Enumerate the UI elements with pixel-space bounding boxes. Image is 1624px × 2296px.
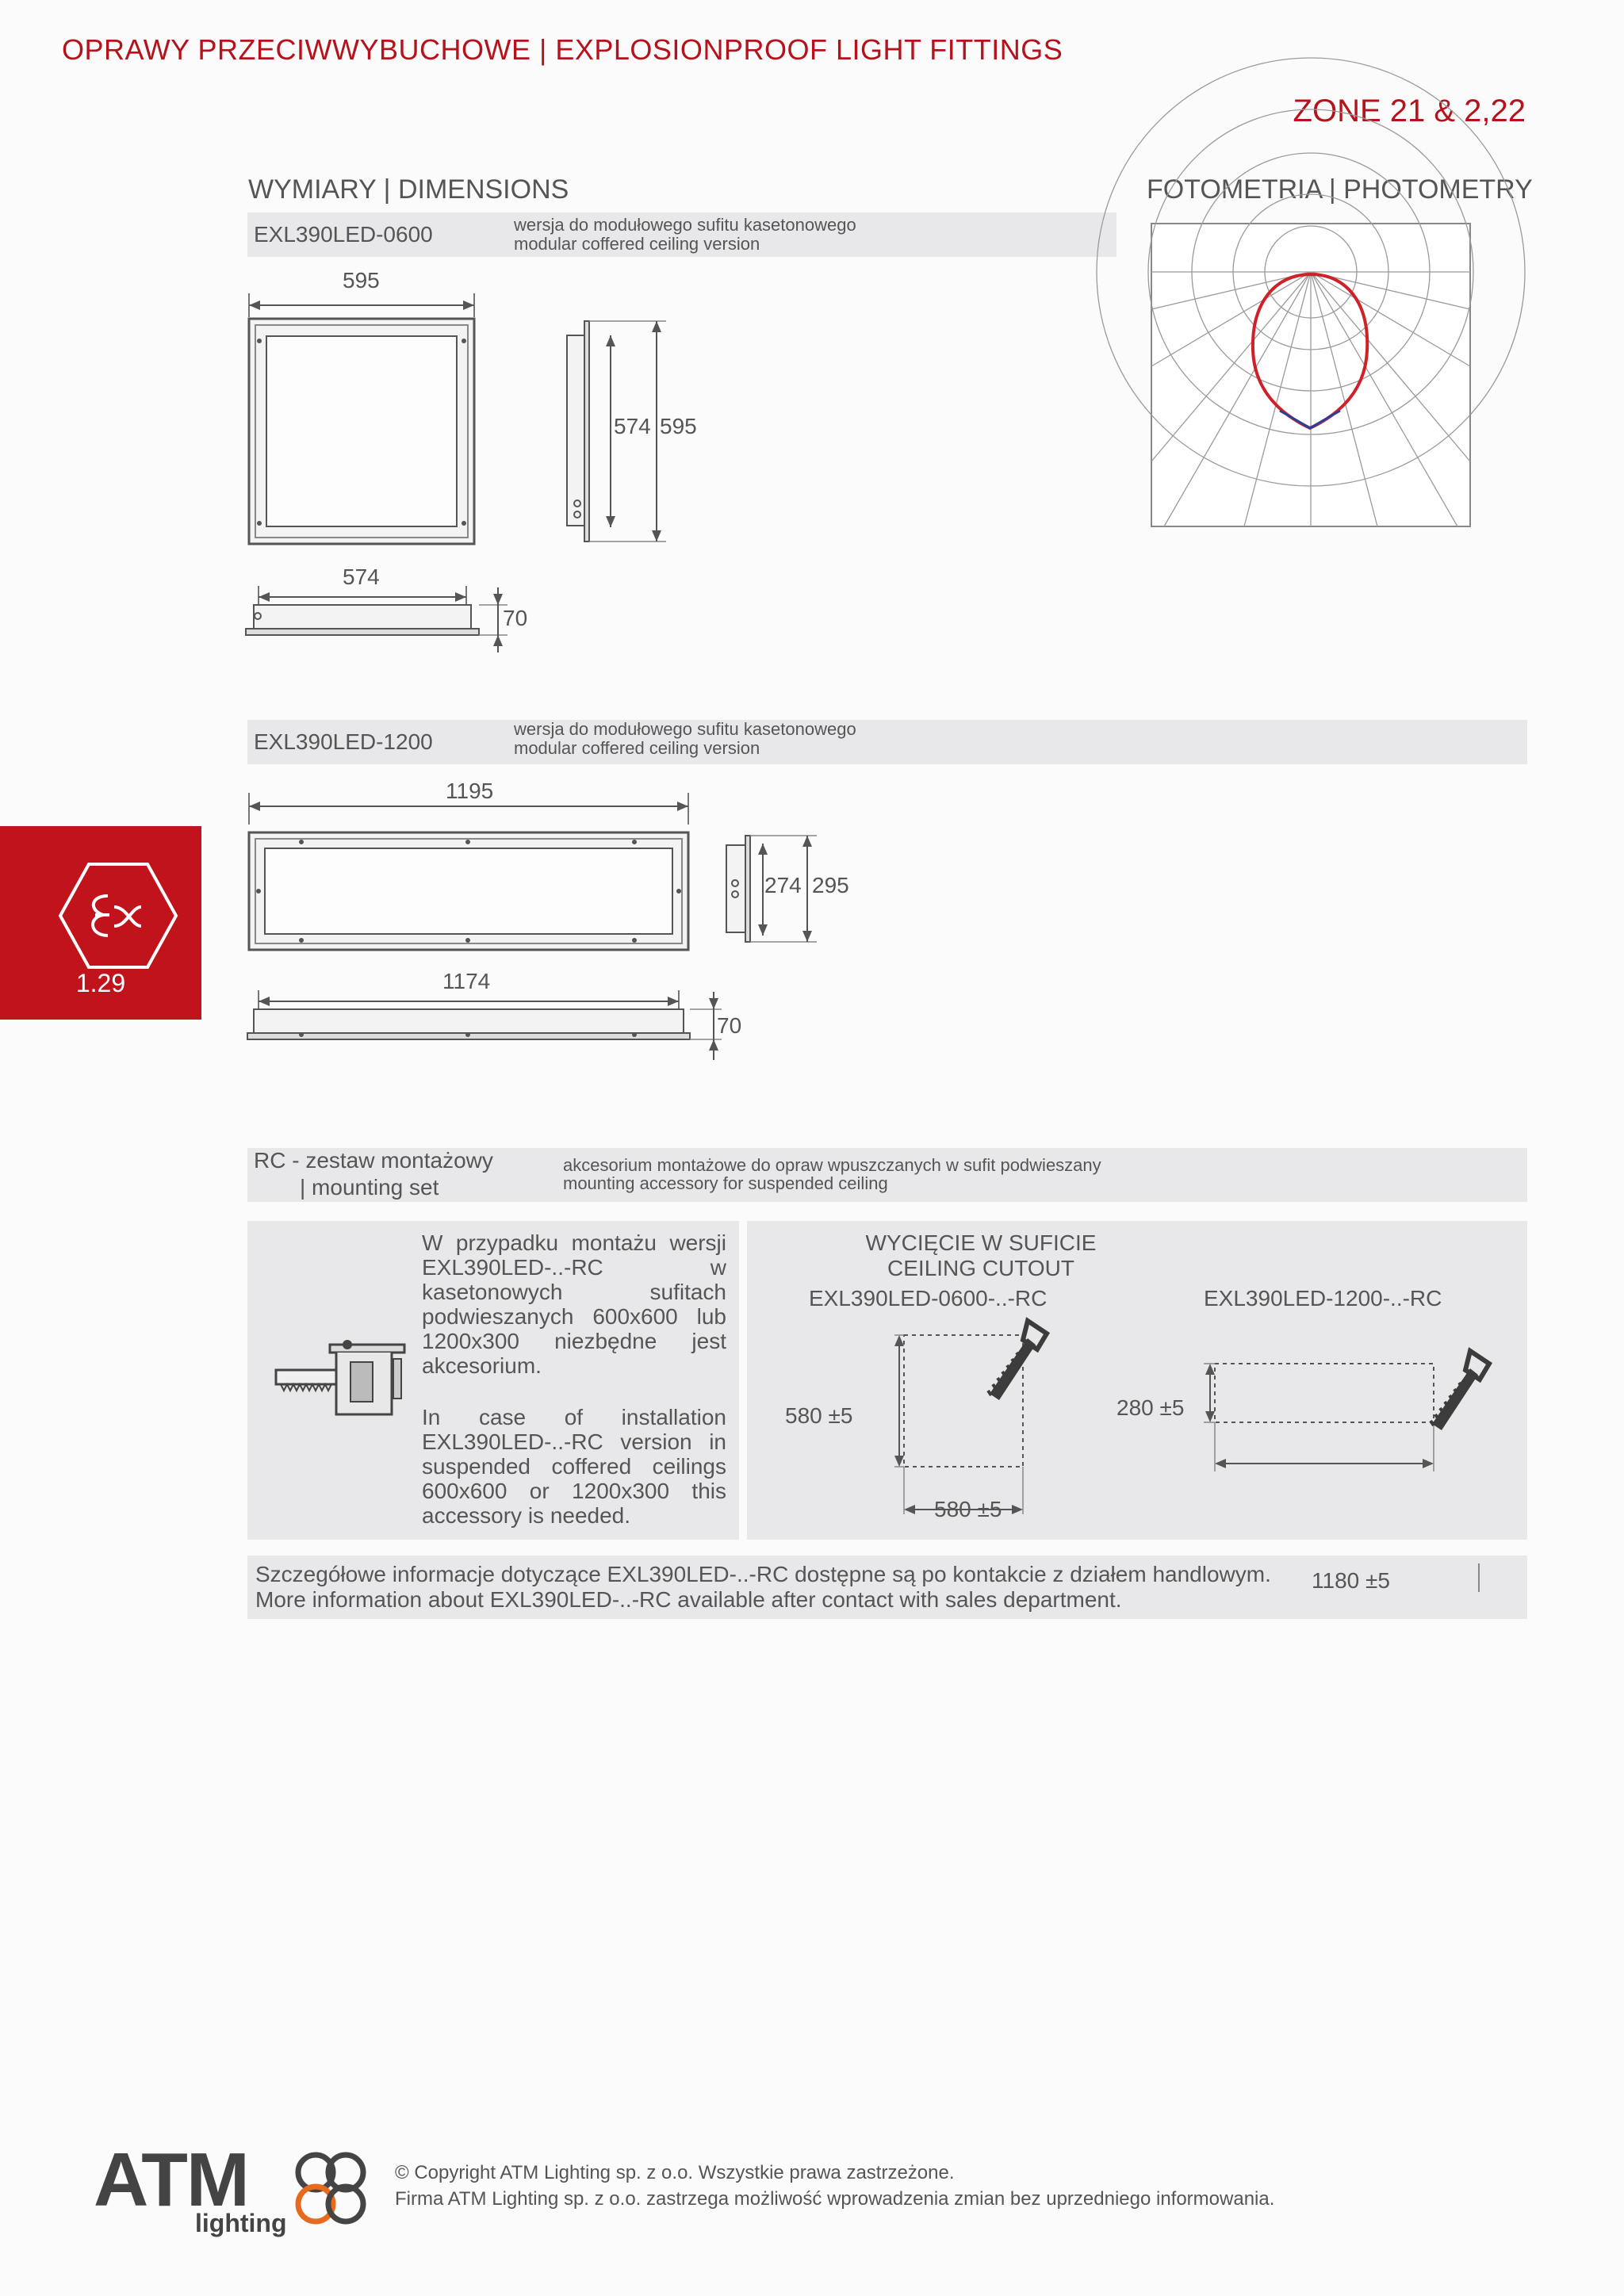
- model1-inner-label: 574: [343, 564, 380, 589]
- model2-height-label: 70: [717, 1013, 742, 1038]
- model1-side-inner-label: 574: [614, 414, 651, 438]
- info-bar: [247, 1556, 1527, 1619]
- model1-code: EXL390LED-0600: [254, 222, 433, 247]
- cutout-model2-drawing: [1170, 1360, 1440, 1475]
- dimensions-heading: WYMIARY | DIMENSIONS: [248, 174, 569, 205]
- model1-desc-pl: wersja do modułowego sufitu kasetonowego: [514, 215, 856, 235]
- model1-height-label: 70: [503, 606, 528, 630]
- info-line-pl: Szczegółowe informacje dotyczące EXL390LED-..-RC dostępne są po kontakcie z działem handlowym.: [255, 1562, 1271, 1586]
- footer-copyright: © Copyright ATM Lighting sp. z o.o. Wszystkie prawa zastrzeżone.: [395, 2162, 955, 2183]
- model1-side-outer-label: 595: [660, 414, 697, 438]
- ceiling-cutout-panel: [747, 1221, 1527, 1540]
- photometry-heading: FOTOMETRIA | PHOTOMETRY: [1147, 174, 1533, 205]
- dimension-tick: [1478, 1563, 1480, 1592]
- rc-paragraph-en: In case of installation EXL390LED-..-RC version in suspended coffered ceilings 600x600 or 1200x300 this accessory is needed.: [422, 1405, 726, 1528]
- model2-code: EXL390LED-1200: [254, 729, 433, 754]
- cutout-model1-width-label: 580 ±5: [934, 1497, 1002, 1521]
- model2-side-outer-label: 295: [812, 873, 849, 897]
- saw-icon-1: [985, 1316, 1048, 1403]
- mounting-bracket-icon: [273, 1338, 408, 1421]
- saw-icon-2: [1427, 1346, 1491, 1433]
- logo-sub-text: lighting: [195, 2209, 287, 2237]
- model2-desc-pl: wersja do modułowego sufitu kasetonowego: [514, 719, 856, 739]
- ex-hexagon-icon: [59, 863, 178, 969]
- model1-desc-en: modular coffered ceiling version: [514, 234, 760, 254]
- footer-notice: Firma ATM Lighting sp. z o.o. zastrzega możliwość wprowadzenia zmian bez uprzedniego informowania.: [395, 2188, 1275, 2210]
- ex-sidebar-tab: [0, 826, 201, 1020]
- model2-bar: [247, 720, 1527, 764]
- model2-side-inner-label: 274: [764, 873, 802, 897]
- page-header-title: OPRAWY PRZECIWWYBUCHOWE | EXPLOSIONPROOF LIGHT FITTINGS: [62, 33, 1063, 66]
- model1-width-label: 595: [343, 268, 380, 293]
- rc-desc-en: mounting accessory for suspended ceiling: [563, 1173, 888, 1193]
- model2-width-label: 1195: [446, 779, 494, 803]
- page-number: 1.29: [75, 969, 126, 997]
- rc-label-line2: | mounting set: [300, 1175, 439, 1200]
- model2-bottom-drawing: [238, 987, 730, 1066]
- logo-circles-icon: [292, 2147, 370, 2234]
- photometry-polar-diagram: [1151, 224, 1470, 526]
- atm-logo: [94, 2137, 363, 2244]
- cutout-model2-label: EXL390LED-1200-..-RC: [1204, 1286, 1442, 1311]
- cutout-model2-width-label: 1180 ±5: [1312, 1568, 1390, 1593]
- model1-bottom-drawing: [238, 583, 523, 654]
- info-line-en: More information about EXL390LED-..-RC available after contact with sales department.: [255, 1587, 1122, 1612]
- cutout-title: [747, 1230, 1215, 1281]
- zone-label: ZONE 21 & 2,22: [1293, 94, 1526, 128]
- rc-label-line1: RC - zestaw montażowy: [254, 1148, 493, 1173]
- logo-main-text: ATM: [94, 2137, 248, 2222]
- rc-desc-pl: akcesorium montażowe do opraw wpuszczanych w sufit podwieszany: [563, 1155, 1101, 1175]
- cutout-model2-height-label: 280 ±5: [1116, 1395, 1185, 1420]
- cutout-model1-label: EXL390LED-0600-..-RC: [809, 1286, 1048, 1311]
- cutout-model1-height-label: 580 ±5: [785, 1403, 853, 1428]
- model2-inner-label: 1174: [442, 969, 491, 993]
- rc-bar: [247, 1148, 1527, 1202]
- cutout-title-pl: WYCIĘCIE W SUFICIE: [865, 1230, 1097, 1255]
- model2-desc-en: modular coffered ceiling version: [514, 738, 760, 758]
- rc-paragraph-pl: W przypadku montażu wersji EXL390LED-..-RC w kasetonowych sufitach podwieszanych 600x600 lub 1200x300 niezbędne jest akcesorium.: [422, 1230, 726, 1378]
- rc-accessory-panel: [247, 1221, 739, 1540]
- cutout-title-en: CEILING CUTOUT: [887, 1256, 1074, 1280]
- model1-bar: [247, 212, 1116, 257]
- model2-front-drawing: [238, 793, 698, 959]
